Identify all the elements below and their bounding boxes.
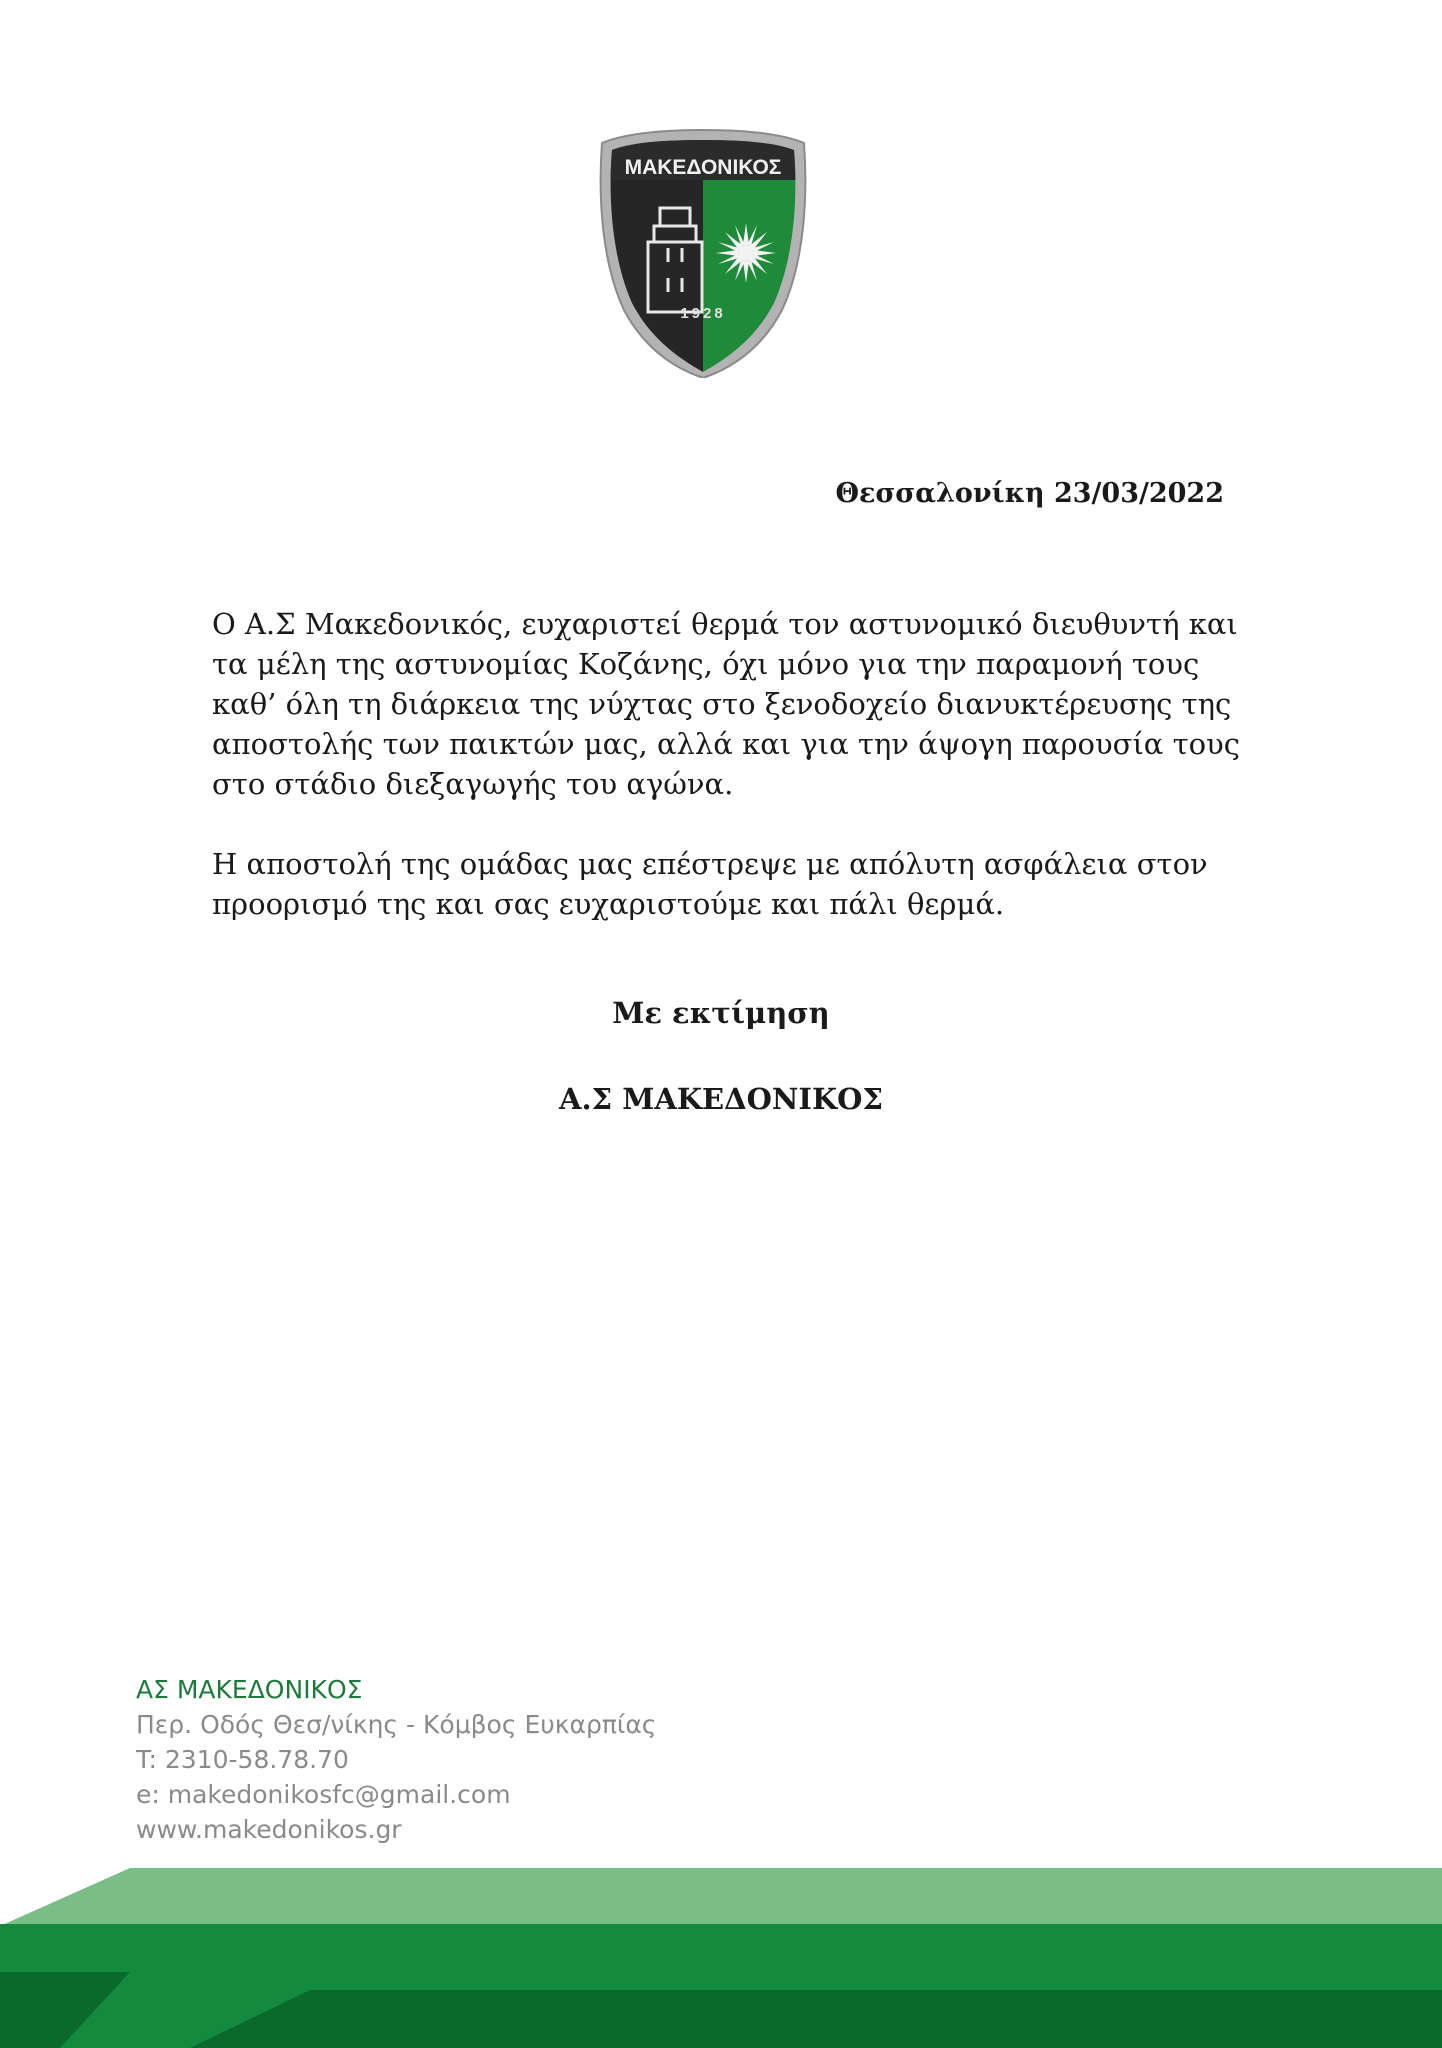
paragraph-line: τα μέλη της αστυνομίας Κοζάνης, όχι μόνο για την παραμονή τους (212, 647, 1200, 681)
crest-club-name: ΜΑΚΕΔΟΝΙΚΟΣ (624, 156, 782, 179)
footer-org-name: ΑΣ ΜΑΚΕΔΟΝΙΚΟΣ (136, 1675, 363, 1704)
footer-email: e: makedonikosfc@gmail.com (136, 1780, 511, 1809)
footer-website: www.makedonikos.gr (136, 1815, 402, 1844)
paragraph-line: στο στάδιο διεξαγωγής του αγώνα. (212, 767, 734, 801)
club-crest-logo (598, 128, 808, 378)
paragraph-line: καθ’ όλη τη διάρκεια της νύχτας στο ξενοδοχείο διανυκτέρευσης της (212, 687, 1232, 721)
paragraph-line: Ο Α.Σ Μακεδονικός, ευχαριστεί θερμά τον αστυνομικό διευθυντή και (212, 607, 1238, 641)
crest-year: 1928 (680, 305, 726, 322)
footer-green-bands (0, 1860, 1442, 2048)
signature-name: Α.Σ ΜΑΚΕΔΟΝΙΚΟΣ (559, 1082, 883, 1116)
letter-paragraph-1 (212, 604, 1252, 804)
footer-contact-block (136, 1672, 656, 1847)
letter-paragraph-2 (212, 844, 1252, 924)
paragraph-line: αποστολής των παικτών μας, αλλά και για την άψογη παρουσία τους (212, 727, 1240, 761)
footer-address: Περ. Οδός Θεσ/νίκης - Κόμβος Ευκαρπίας (136, 1710, 657, 1739)
footer-band-light-lower (190, 1990, 1442, 2048)
footer-phone: T: 2310-58.78.70 (136, 1745, 349, 1774)
closing-salutation: Με εκτίμηση (612, 996, 830, 1030)
vergina-sun-icon (716, 223, 776, 283)
place-date: Θεσσαλονίκη 23/03/2022 (835, 478, 1224, 509)
paragraph-line: Η αποστολή της ομάδας μας επέστρεψε με απόλυτη ασφάλεια στον (212, 847, 1208, 881)
paragraph-line: προορισμό της και σας ευχαριστούμε και πάλι θερμά. (212, 887, 1005, 921)
